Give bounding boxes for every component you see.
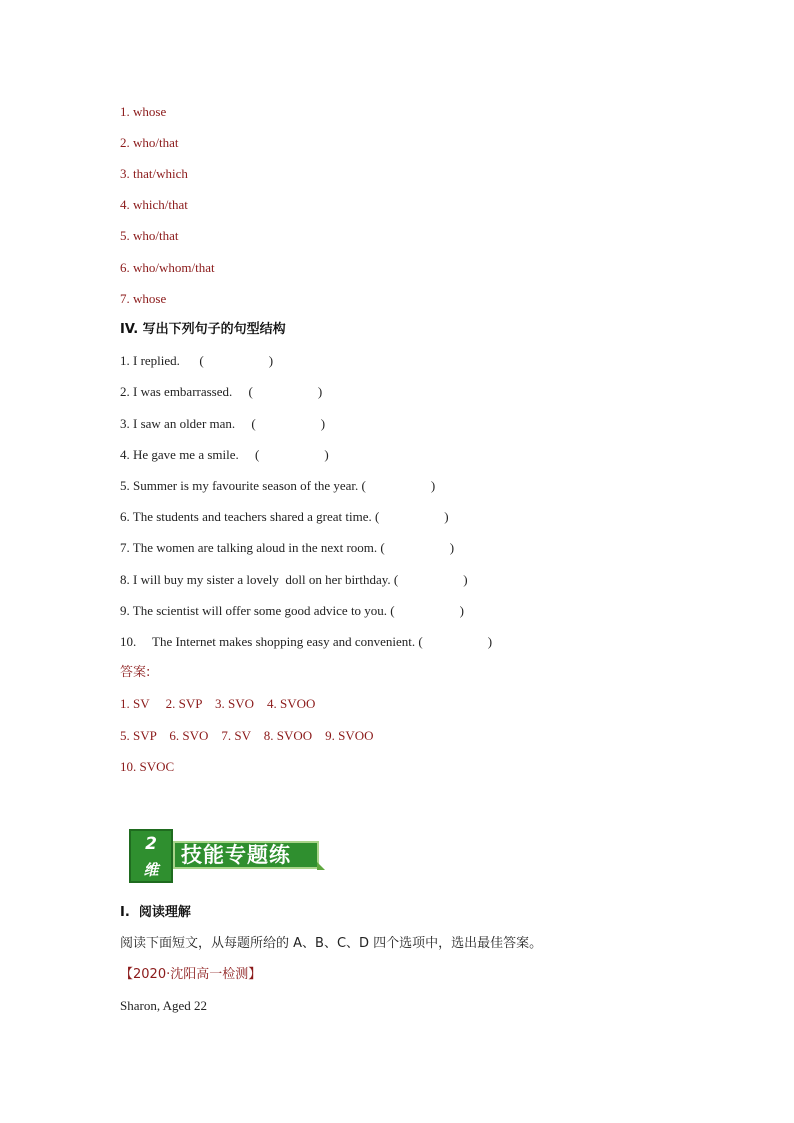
passage-line: Sharon, Aged 22 (120, 998, 208, 1013)
question-text: The Internet makes shopping easy and convenient. ( ) (152, 634, 493, 649)
question-line: 9. The scientist will offer some good advice to you. ( ) (120, 603, 464, 618)
answer-line: 6. who/whom/that (120, 260, 215, 275)
source-tag: 【2020·沈阳高一检测】 (120, 967, 262, 982)
banner-badge (129, 829, 173, 883)
section-heading: IV. 写出下列句子的句型结构 (120, 322, 286, 337)
ribbon-tail (317, 862, 325, 870)
reading-instruction: 阅读下面短文，从每题所给的 A、B、C、D 四个选项中，选出最佳答案。 (120, 936, 543, 951)
banner-title: 技能专题练 (173, 841, 319, 869)
question-line: 2. I was embarrassed. ( ) (120, 384, 323, 399)
question-line: 8. I will buy my sister a lovely doll on her birthday. ( ) (120, 572, 468, 587)
answer-line: 1. SV 2. SVP 3. SVO 4. SVOO (120, 696, 316, 711)
question-line: 5. Summer is my favourite season of the year. ( ) (120, 478, 436, 493)
answer-line: 4. which/that (120, 197, 188, 212)
answer-line: 1. whose (120, 104, 167, 119)
answer-line: 7. whose (120, 291, 167, 306)
question-line: 7. The women are talking aloud in the next room. ( ) (120, 540, 455, 555)
skills-banner (129, 829, 325, 883)
answer-line: 3. that/which (120, 166, 188, 181)
question-line: 6. The students and teachers shared a great time. ( ) (120, 509, 449, 524)
question-number: 10. (120, 634, 137, 649)
answer-line: 10. SVOC (120, 759, 175, 774)
answer-line: 5. who/that (120, 228, 179, 243)
question-line: 3. I saw an older man. ( ) (120, 416, 326, 431)
answer-line: 2. who/that (120, 135, 179, 150)
answer-line: 5. SVP 6. SVO 7. SV 8. SVOO 9. SVOO (120, 728, 374, 743)
question-line (120, 634, 492, 650)
banner-char: 维 (143, 861, 159, 879)
question-line: 4. He gave me a smile. ( ) (120, 447, 329, 462)
question-line: 1. I replied. ( ) (120, 353, 274, 368)
answer-label: 答案: (120, 665, 151, 680)
banner-number: 2 (145, 834, 157, 854)
reading-heading: I. 阅读理解 (120, 905, 191, 920)
